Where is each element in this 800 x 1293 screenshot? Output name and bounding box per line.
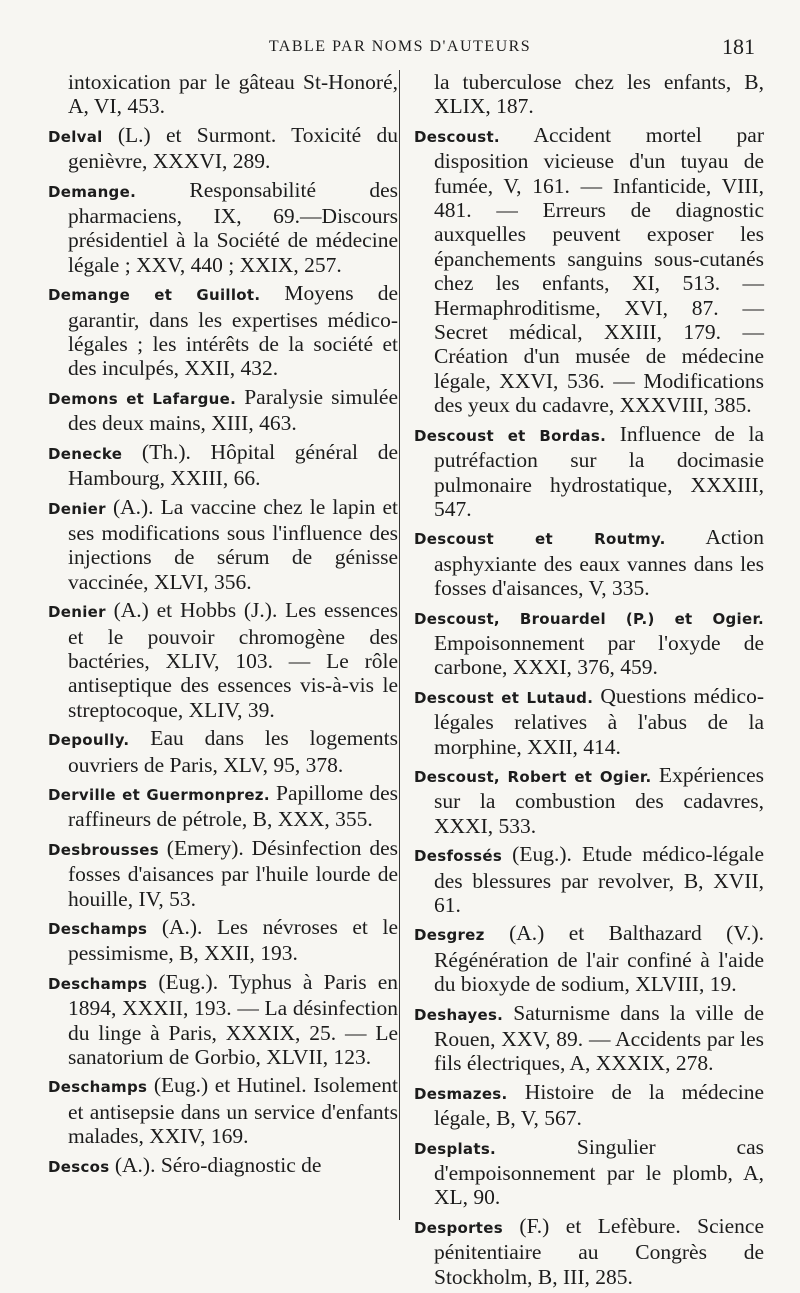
index-entry: [48, 70, 398, 119]
entry-author: Desbrousses: [48, 840, 159, 859]
entry-author: Descoust et Routmy.: [414, 530, 666, 549]
column-divider: [399, 70, 400, 1220]
entry-text: Papillome des raffineurs de pétrole, B, XXX, 355.: [68, 780, 398, 832]
entry-author: Descoust et Bordas.: [414, 426, 607, 445]
entry-text: Responsabilité des pharmaciens, IX, 69.—Discours présidentiel à la Société de médecine légale ; XXV, 440 ; XXIX, 257.: [68, 177, 398, 277]
index-entry: [48, 123, 398, 174]
index-entry: [414, 525, 764, 600]
entry-author: Desportes: [414, 1218, 503, 1237]
left-column: [48, 70, 398, 1183]
entry-text: Histoire de la médecine légale, B, V, 567.: [434, 1079, 764, 1131]
index-entry: [414, 70, 764, 119]
entry-text: (L.) et Surmont. Toxicité du genièvre, XXXVI, 289.: [68, 122, 398, 174]
entry-text: (Emery). Désinfection des fosses d'aisances par l'huile lourde de houille, IV, 53.: [68, 835, 398, 911]
entry-author: Deschamps: [48, 920, 148, 938]
entry-author: Delval: [48, 127, 103, 146]
index-entry: [48, 836, 398, 911]
entry-text: Accident mortel par disposition vicieuse d'un tuyau de fumée, V, 161. — Infanticide, VIII, 481. — Erreurs de diagnostic auxquelles peuvent exposer les épanchements sanguins sous-cutanés chez les enfants, XI, 513. — Hermaphroditisme, XVI, 87. — Secret médical, XXIII, 179. — Création d'un musée de médecine légale, XXVI, 536. — Modifications des yeux du cadavre, XXXVIII, 385.: [434, 122, 764, 418]
entry-author: Denier: [48, 499, 106, 518]
entry-text: Saturnisme dans la ville de Rouen, XXV, 89. — Accidents par les fils électriques, A, XXXIX, 278.: [434, 1000, 764, 1076]
entry-author: Demange.: [48, 182, 137, 201]
entry-author: Descos: [48, 1157, 110, 1176]
entry-author: Demange et Guillot.: [48, 286, 261, 305]
entry-author: Descoust et Lutaud.: [414, 688, 594, 707]
entry-author: Desgrez: [414, 926, 485, 945]
index-entry: [48, 915, 398, 966]
entry-text: Empoisonnement par l'oxyde de carbone, XXXI, 376, 459.: [434, 630, 764, 680]
entry-author: Demons et Lafargue.: [48, 389, 237, 408]
index-entry: [414, 422, 764, 522]
entry-text: (Eug.). Typhus à Paris en 1894, XXXII, 193. — La désinfection du linge à Paris, XXXIX, 25. — Le sanatorium de Gorbio, XLVII, 123.: [68, 969, 398, 1070]
entry-text: Singulier cas d'empoisonnement par le plomb, A, XL, 90.: [434, 1134, 764, 1210]
entry-text: (Eug.) et Hutinel. Isolement et antisepsie dans un service d'enfants malades, XXIV, 169.: [68, 1073, 398, 1149]
page-header: [0, 34, 800, 64]
index-entry: [48, 1073, 398, 1148]
index-entry: [48, 495, 398, 595]
entry-text: Expériences sur la combustion des cadavres, XXXI, 533.: [434, 762, 764, 838]
entry-text: (A.). Séro-diagnostic de: [109, 1152, 322, 1177]
entry-author: Descoust, Brouardel (P.) et Ogier.: [414, 609, 764, 628]
entry-text: (A.). Les névroses et le pessimisme, B, XXII, 193.: [68, 915, 398, 966]
entry-author: Denier: [48, 603, 106, 622]
index-entry: [414, 605, 764, 680]
index-entry: [48, 178, 398, 278]
index-entry: [48, 598, 398, 722]
index-entry: [414, 1001, 764, 1076]
index-entry: [414, 1080, 764, 1131]
index-entry: [48, 726, 398, 777]
entry-text: Questions médico-légales relatives à l'abus de la morphine, XXII, 414.: [434, 683, 764, 759]
entry-author: Denecke: [48, 444, 123, 463]
entry-text: (A.) et Hobbs (J.). Les essences et le pouvoir chromogène des bactéries, XLIV, 103. — Le rôle antiseptique des essences vis-à-vis le streptocoque, XLIV, 39.: [68, 598, 398, 722]
entry-author: Deschamps: [48, 1078, 148, 1097]
entry-text: (Th.). Hôpital général de Hambourg, XXIII, 66.: [68, 439, 398, 491]
index-entry: [48, 385, 398, 436]
entry-author: Descoust.: [414, 127, 500, 146]
entry-author: Depoully.: [48, 731, 130, 750]
index-entry: [414, 763, 764, 838]
index-entry: [414, 842, 764, 917]
page-number: 181: [722, 34, 755, 59]
entry-text: (A.). La vaccine chez le lapin et ses modifications sous l'influence des injections de sérum de génisse vaccinée, XLVI, 356.: [68, 494, 398, 594]
right-column: [414, 70, 764, 1293]
index-entry: [414, 921, 764, 996]
index-entry: [48, 281, 398, 381]
index-entry: [48, 781, 398, 832]
index-entry: [48, 440, 398, 491]
entry-author: Desplats.: [414, 1139, 497, 1158]
entry-text: Action asphyxiante des eaux vannes dans les fosses d'aisances, V, 335.: [434, 525, 764, 601]
running-title: TABLE PAR NOMS D'AUTEURS: [268, 38, 532, 55]
entry-author: Desfossés: [414, 847, 503, 866]
entry-text: (Eug.). Etude médico-légale des blessures par revolver, B, XVII, 61.: [434, 842, 764, 917]
entry-author: Deshayes.: [414, 1005, 504, 1024]
entry-author: Desmazes.: [414, 1084, 508, 1103]
index-entry: [414, 123, 764, 418]
entry-text: Eau dans les logements ouvriers de Paris, XLV, 95, 378.: [68, 726, 398, 777]
entry-author: Descoust, Robert et Ogier.: [414, 767, 652, 786]
index-columns: [40, 70, 764, 1289]
entry-text: Paralysie simulée des deux mains, XIII, 463.: [68, 384, 399, 436]
index-entry: [414, 684, 764, 759]
entry-text: intoxication par le gâteau St-Honoré, A, VI, 453.: [68, 70, 398, 119]
index-entry: [414, 1135, 764, 1210]
index-entry: [414, 1214, 764, 1289]
index-entry: [48, 1153, 398, 1179]
entry-text: (A.) et Balthazard (V.). Régénération de l'air confiné à l'aide du bioxyde de sodium, XLVIII, 19.: [434, 921, 764, 997]
entry-text: Moyens de garantir, dans les expertises médico-légales ; les intérêts de la société et des inculpés, XXII, 432.: [68, 281, 398, 381]
entry-text: la tuberculose chez les enfants, B, XLIX, 187.: [434, 70, 764, 119]
entry-text: Influence de la putréfaction sur la docimasie pulmonaire hydrostatique, XXXIII, 547.: [434, 421, 764, 521]
index-entry: [48, 970, 398, 1070]
entry-text: (F.) et Lefèbure. Science pénitentiaire au Congrès de Stockholm, B, III, 285.: [434, 1213, 764, 1289]
entry-author: Derville et Guermonprez.: [48, 785, 270, 804]
entry-author: Deschamps: [48, 974, 148, 993]
